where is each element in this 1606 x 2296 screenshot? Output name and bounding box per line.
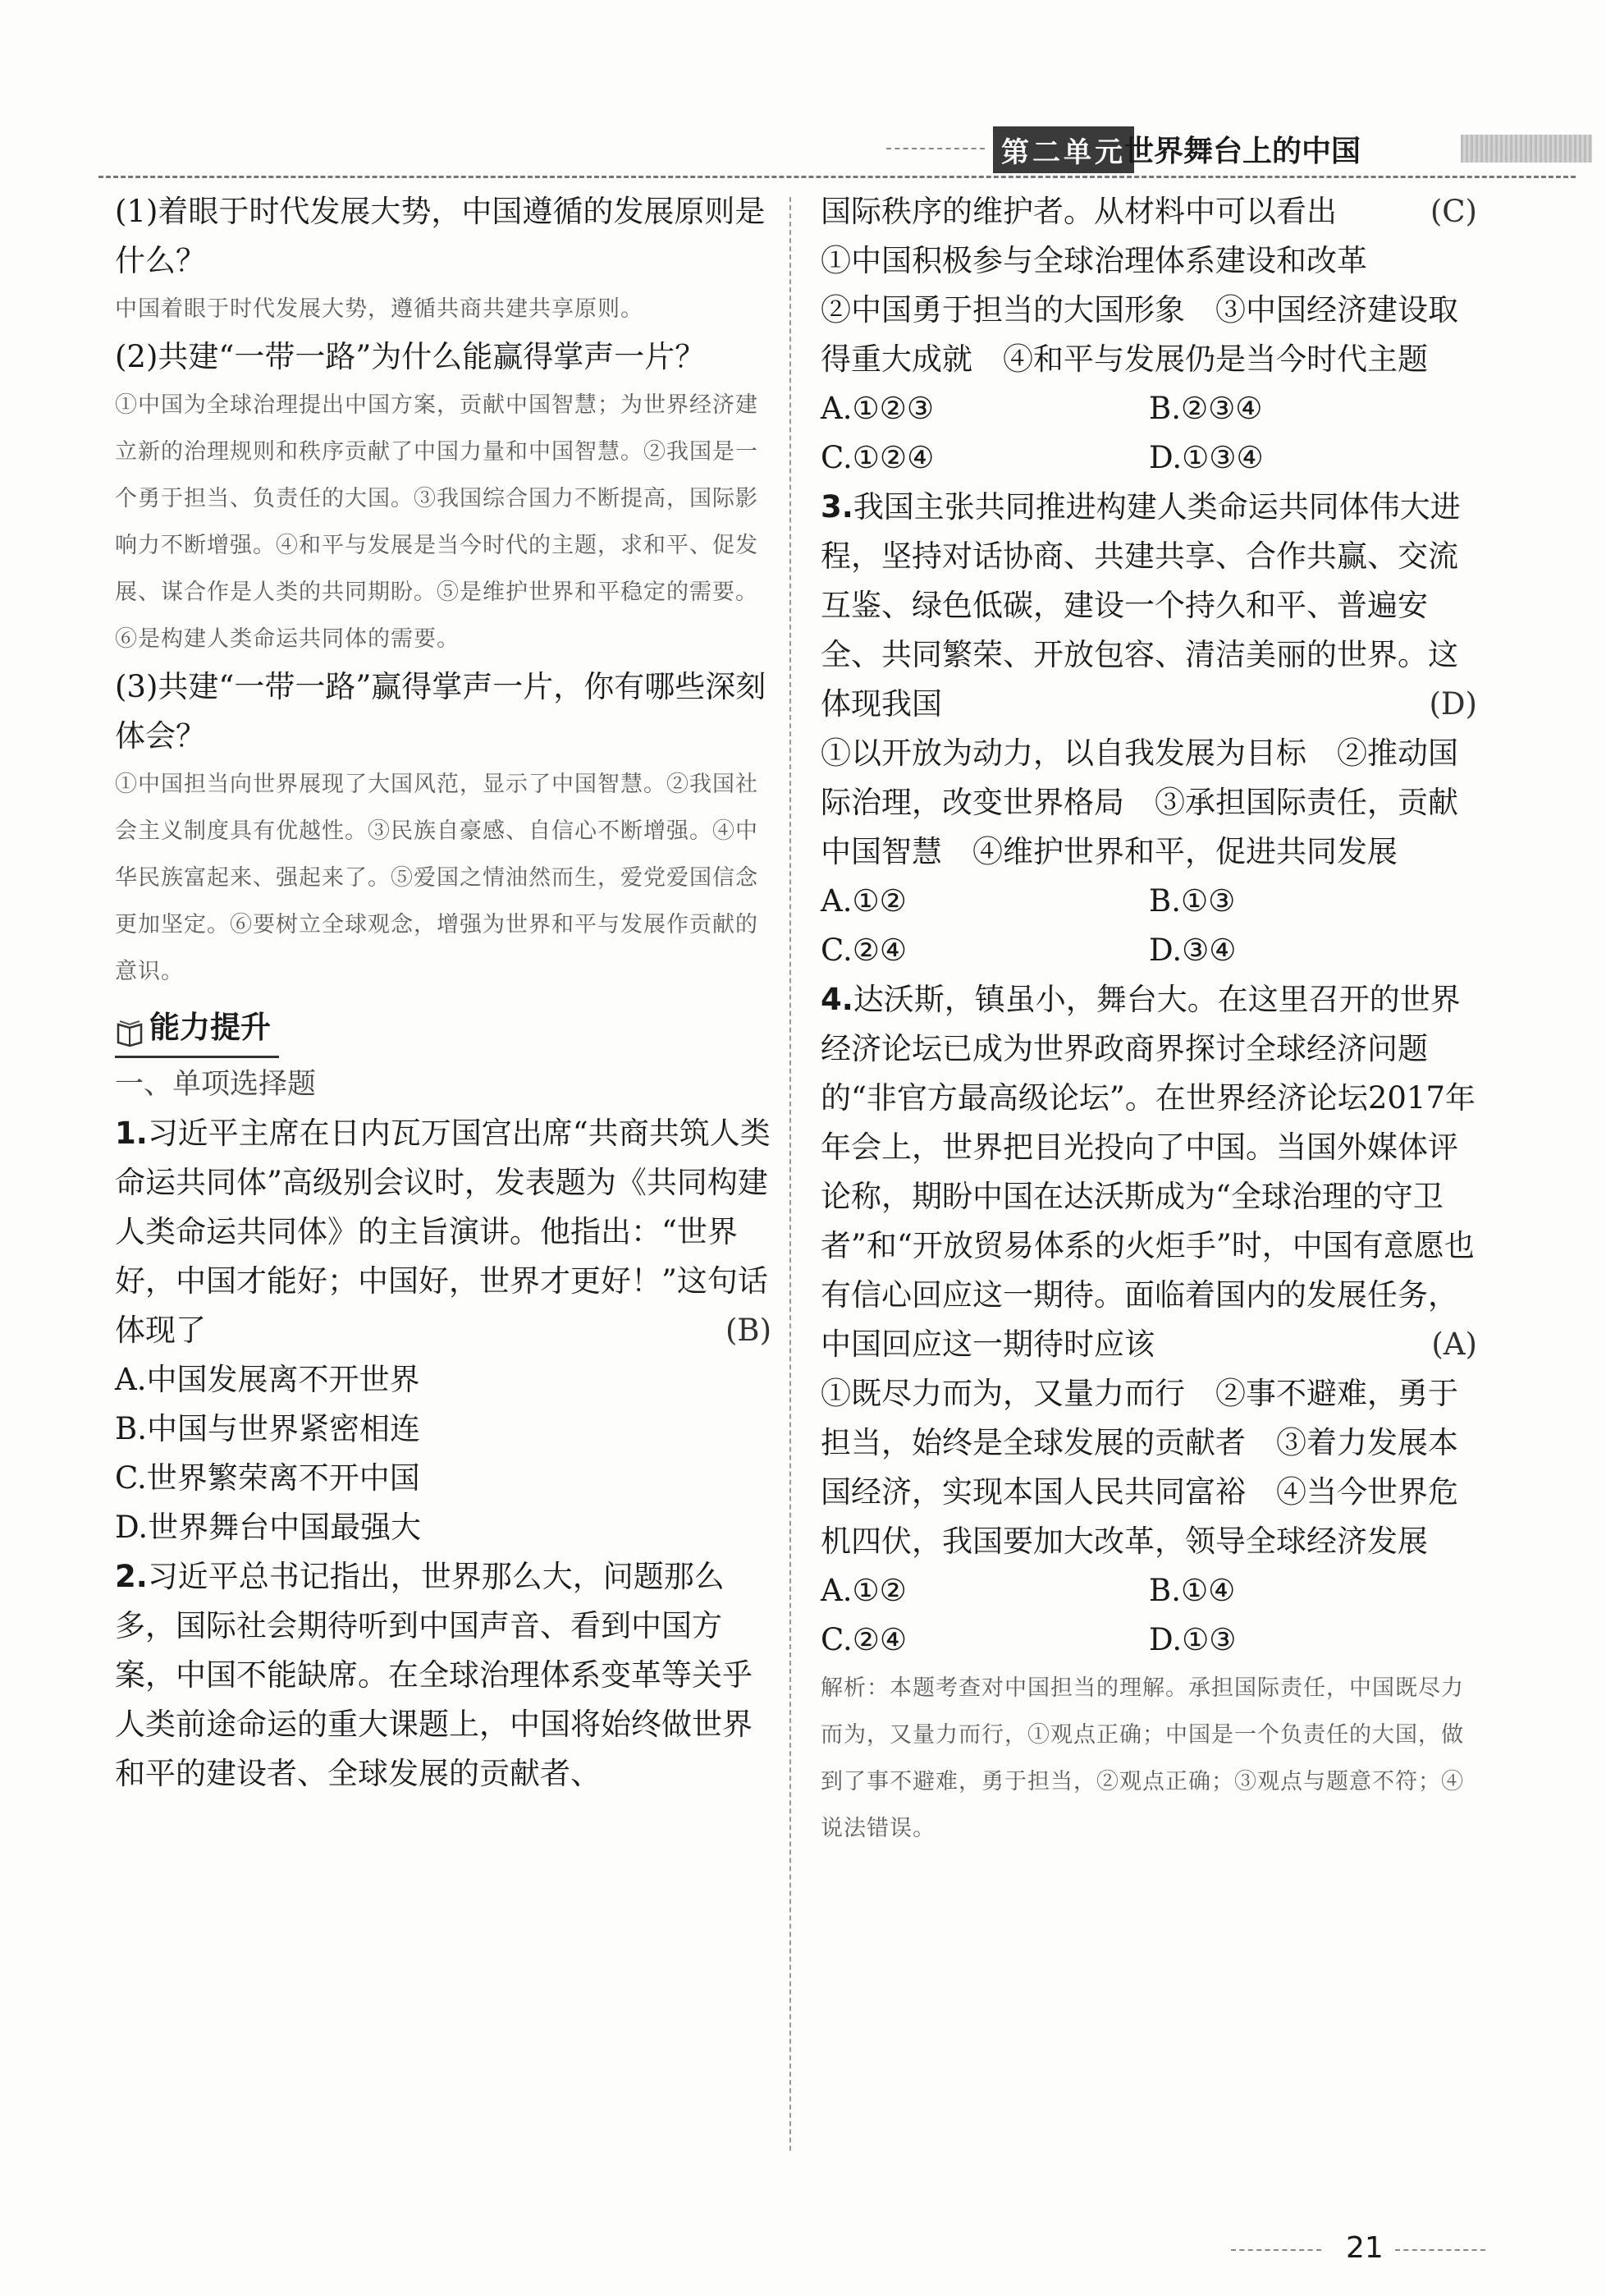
sub-question-1: (1)着眼于时代发展大势，中国遵循的发展原则是什么？ <box>115 194 766 278</box>
statements: ①以开放为动力，以自我发展为目标 ②推动国际治理，改变世界格局 ③承担国际责任，贡献中国智慧 ④维护世界和平，促进共同发展 <box>821 736 1458 869</box>
section-rule <box>115 1056 279 1058</box>
section-heading <box>115 1003 771 1052</box>
question-2-continued <box>821 187 1477 236</box>
column-divider <box>789 197 791 2151</box>
page-number: 21 <box>1346 2231 1384 2265</box>
page-header <box>886 123 1576 172</box>
option-a: A.①② <box>821 883 907 919</box>
sub-answer-3: ①中国担当向世界展现了大国风范，显示了中国智慧。②我国社会主义制度具有优越性。③民族自豪感、自信心不断增强。④中华民族富起来、强起来了。⑤爱国之情油然而生，爱党爱国信念更加坚定。⑥要树立全球观念，增强为世界和平与发展作贡献的意识。 <box>115 772 758 984</box>
answer-mark: (A) <box>1431 1327 1477 1362</box>
unit-title: 世界舞台上的中国 <box>1124 135 1361 168</box>
option-d: D.世界舞台中国最强大 <box>115 1510 422 1545</box>
section-title: 能力提升 <box>149 1010 271 1045</box>
option-d: D.③④ <box>1149 933 1237 968</box>
option-a: A.①② <box>821 1573 907 1608</box>
book-icon <box>115 1013 144 1043</box>
page-number-dash-right <box>1395 2249 1485 2251</box>
option-b: B.②③④ <box>1149 391 1263 426</box>
question-stem: 习近平总书记指出，世界那么大，问题那么多，国际社会期待听到中国声音、看到中国方案，中国不能缺席。在全球治理体系变革等关乎人类前途命运的重大课题上，中国将始终做世界和平的建设者、全球发展的贡献者、 <box>115 1559 753 1791</box>
question-2 <box>115 1552 771 1799</box>
question-stem: 国际秩序的维护者。从材料中可以看出 <box>821 194 1337 229</box>
header-bar-decoration <box>1461 135 1592 163</box>
analysis-note: 解析：本题考查对中国担当的理解。承担国际责任，中国既尽力而为，又量力而行，①观点正确；中国是一个负责任的大国，做到了事不避难，勇于担当，②观点正确；③观点与题意不符；④说法错误。 <box>821 1675 1464 1841</box>
left-column <box>115 187 771 1799</box>
header-dash-decoration <box>886 148 985 149</box>
sub-question-2: (2)共建“一带一路”为什么能赢得掌声一片？ <box>115 339 706 374</box>
option-a: A.①②③ <box>821 391 934 426</box>
question-1 <box>115 1109 771 1355</box>
right-column <box>821 187 1477 1852</box>
question-stem: 达沃斯，镇虽小，舞台大。在这里召开的世界经济论坛已成为世界政商界探讨全球经济问题的“非官方最高级论坛”。在世界经济论坛2017年年会上，世界把目光投向了中国。当国外媒体评论称，期盼中国在达沃斯成为“全球治理的守卫者”和“开放贸易体系的火炬手”时，中国有意愿也有信心回应这一期待。面临着国内的发展任务，中国回应这一期待时应该 <box>821 982 1476 1362</box>
option-d: D.①③④ <box>1149 440 1264 475</box>
header-rule <box>98 176 1576 178</box>
unit-tag: 第二单元 <box>993 126 1134 173</box>
question-number: 2. <box>115 1559 148 1594</box>
option-c: C.世界繁荣离不开中国 <box>115 1460 420 1496</box>
question-number: 1. <box>115 1116 148 1151</box>
sub-question-3: (3)共建“一带一路”赢得掌声一片，你有哪些深刻体会？ <box>115 669 766 754</box>
answer-mark: (B) <box>725 1313 771 1348</box>
option-a: A.中国发展离不开世界 <box>115 1362 420 1397</box>
question-stem: 我国主张共同推进构建人类命运共同体伟大进程，坚持对话协商、共建共享、合作共赢、交流互鉴、绿色低碳，建设一个持久和平、普遍安全、共同繁荣、开放包容、清洁美丽的世界。这体现我国 <box>821 489 1461 722</box>
option-c: C.②④ <box>821 1622 908 1657</box>
question-4 <box>821 975 1477 1369</box>
option-b: B.①④ <box>1149 1573 1236 1608</box>
statement: ①中国积极参与全球治理体系建设和改革 <box>821 243 1367 278</box>
sub-answer-1: 中国着眼于时代发展大势，遵循共商共建共享原则。 <box>115 296 643 322</box>
question-number: 4. <box>821 982 853 1017</box>
option-b: B.中国与世界紧密相连 <box>115 1411 420 1446</box>
subsection-title: 一、单项选择题 <box>115 1068 317 1101</box>
sub-answer-2: ①中国为全球治理提出中国方案，贡献中国智慧；为世界经济建立新的治理规则和秩序贡献了中国力量和中国智慧。②我国是一个勇于担当、负责任的大国。③我国综合国力不断提高，国际影响力不断增强。④和平与发展是当今时代的主题，求和平、促发展、谋合作是人类的共同期盼。⑤是维护世界和平稳定的需要。⑥是构建人类命运共同体的需要。 <box>115 392 758 652</box>
answer-mark: (C) <box>1430 194 1477 229</box>
question-number: 3. <box>821 489 853 525</box>
answer-mark: (D) <box>1429 686 1477 722</box>
options <box>821 877 1477 975</box>
statements: ①既尽力而为，又量力而行 ②事不避难，勇于担当，始终是全球发展的贡献者 ③着力发展本国经济，实现本国人民共同富裕 ④当今世界危机四伏，我国要加大改革，领导全球经济发展 <box>821 1376 1458 1559</box>
option-c: C.①②④ <box>821 440 935 475</box>
question-3 <box>821 483 1477 729</box>
option-c: C.②④ <box>821 933 908 968</box>
option-d: D.①③ <box>1149 1622 1237 1657</box>
options <box>821 384 1477 483</box>
options <box>821 1566 1477 1665</box>
question-stem: 习近平主席在日内瓦万国宫出席“共商共筑人类命运共同体”高级别会议时，发表题为《共同构建人类命运共同体》的主旨演讲。他指出：“世界好，中国才能好；中国好，世界才更好！”这句话体现了 <box>115 1116 771 1348</box>
page-number-dash-left <box>1231 2249 1321 2251</box>
option-b: B.①③ <box>1149 883 1236 919</box>
statement: ②中国勇于担当的大国形象 ③中国经济建设取得重大成就 ④和平与发展仍是当今时代主题 <box>821 292 1458 377</box>
